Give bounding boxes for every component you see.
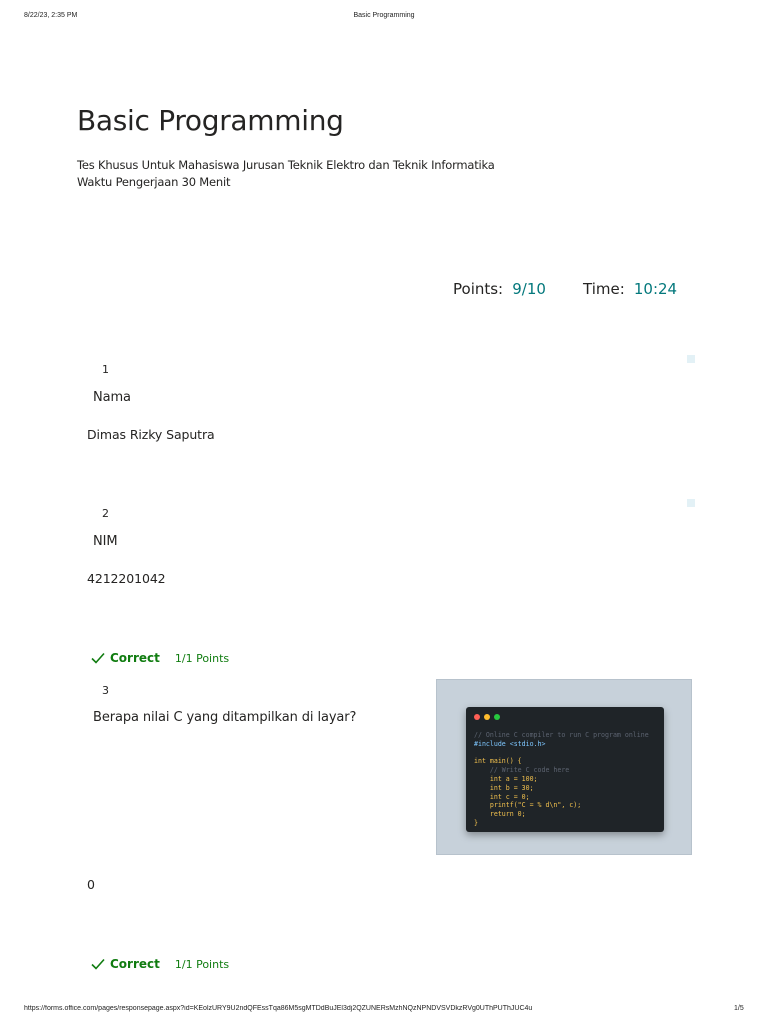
question-answer: Dimas Rizky Saputra [87,427,215,442]
code-line: printf("C = % d\n", c); [474,801,582,810]
code-line: int c = 0; [474,792,530,801]
form-description: Tes Khusus Untuk Mahasiswa Jurusan Teknik Elektro dan Teknik Informatika [77,158,495,172]
question-answer: 0 [87,877,95,892]
time-value: 10:24 [633,280,678,298]
result-points: 1/1 Points [174,651,230,665]
print-url: https://forms.office.com/pages/responsepage.aspx?id=KEolzURY9U2ndQFEssTqa86M5sgMTDdBuJEl3dj2QZUNERsMzhNQzNPNDVSVDkzRVg0UThPUThJUC4u [24,1005,533,1012]
points-value: 9/10 [512,280,546,298]
code-line: } [474,818,478,827]
code-line [474,749,649,758]
status-marker [687,355,695,363]
time-label: Time: [583,280,625,298]
form-title: Basic Programming [77,104,344,137]
question-title: Nama [93,390,131,405]
code-line: int main() { [474,757,522,766]
result-label: Correct [110,957,160,971]
result-points: 1/1 Points [174,957,230,971]
checkmark-icon [91,958,105,970]
score-time [583,279,677,298]
code-line: return 0; [474,810,526,819]
points-label: Points: [453,280,504,298]
result-row [91,957,229,971]
minimize-dot-icon [484,714,490,720]
code-screenshot [436,679,692,855]
question-answer: 4212201042 [87,571,166,586]
form-duration: Waktu Pengerjaan 30 Menit [77,175,231,189]
close-dot-icon [474,714,480,720]
result-row [91,651,229,665]
question-number: 1 [102,363,109,376]
code-line: // Online C compiler to run C program online [474,731,649,739]
code-line: int b = 30; [474,783,534,792]
maximize-dot-icon [494,714,500,720]
question-number: 3 [102,684,109,697]
question-title: NIM [93,534,118,549]
question-number: 2 [102,507,109,520]
code-editor-window [466,707,664,832]
print-datetime: 8/22/23, 2:35 PM [24,12,78,19]
result-label: Correct [110,651,160,665]
code-line: int a = 100; [474,774,538,783]
question-title: Berapa nilai C yang ditampilkan di layar? [93,710,357,725]
score-points [453,279,546,298]
code-block [474,731,649,828]
print-page-title: Basic Programming [353,12,415,19]
print-page-number: 1/5 [734,1005,744,1012]
status-marker [687,499,695,507]
code-line: // Write C code here [474,766,570,775]
code-line: #include <stdio.h> [474,739,546,748]
checkmark-icon [91,652,105,664]
